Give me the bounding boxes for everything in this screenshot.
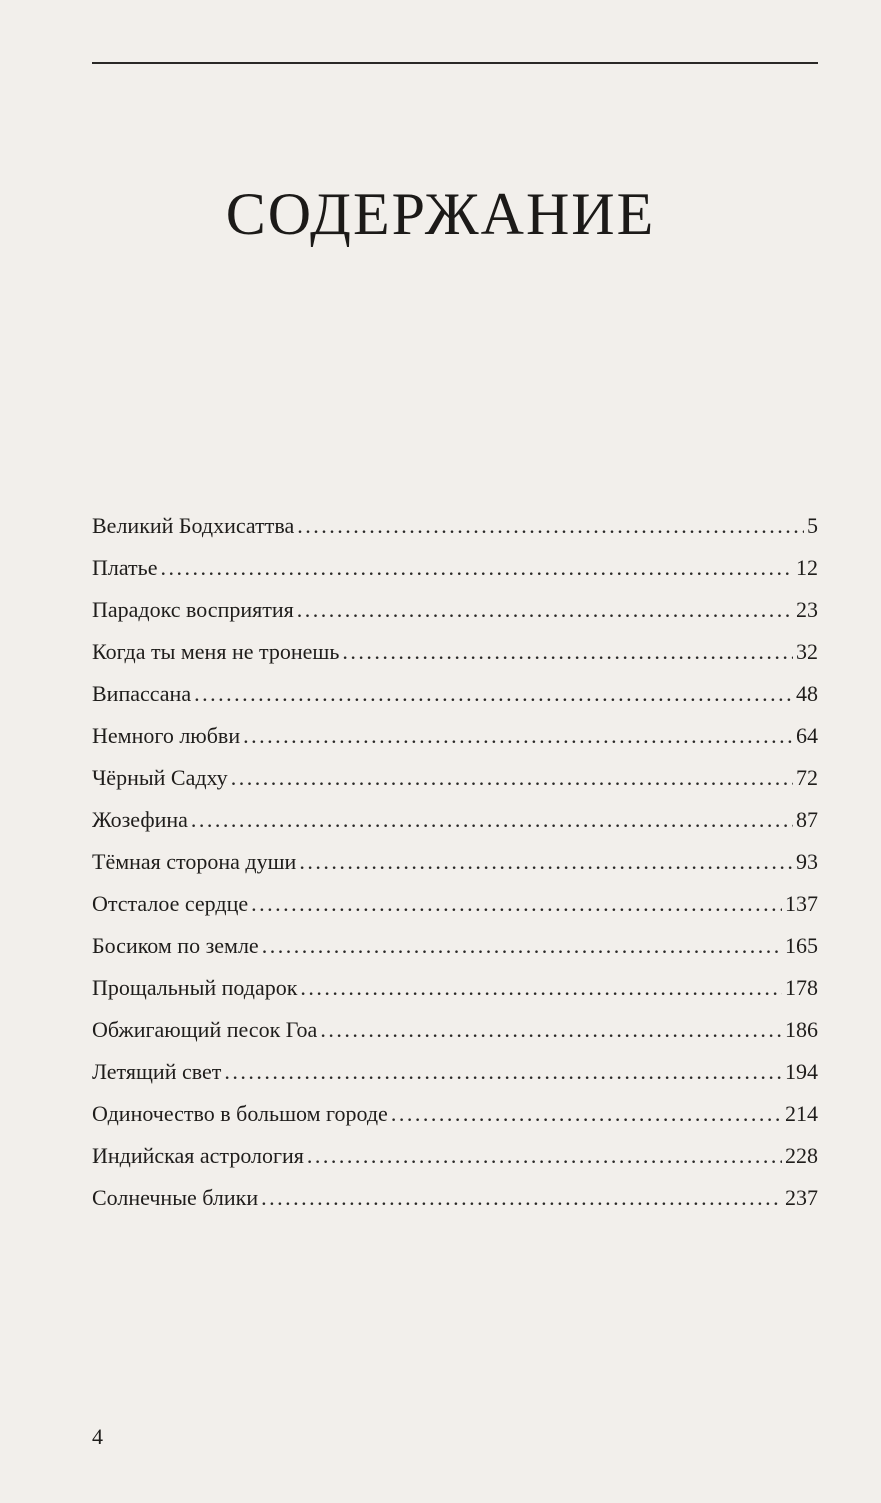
toc-entry-title: Тёмная сторона души bbox=[92, 849, 297, 874]
toc-dot-leader bbox=[297, 505, 804, 547]
toc-entry bbox=[92, 1177, 818, 1219]
toc-entry bbox=[92, 841, 818, 883]
toc-entry-page: 72 bbox=[796, 765, 818, 790]
page-number: 4 bbox=[92, 1424, 103, 1449]
toc-entry bbox=[92, 505, 818, 547]
toc-dot-leader bbox=[300, 967, 782, 1009]
toc-entry-page: 32 bbox=[796, 639, 818, 664]
toc-dot-leader bbox=[391, 1093, 782, 1135]
toc-entry-page: 165 bbox=[785, 933, 818, 958]
toc-entry-page: 12 bbox=[796, 555, 818, 580]
toc-entry-page: 48 bbox=[796, 681, 818, 706]
toc-entry-title: Босиком по земле bbox=[92, 933, 259, 958]
toc-dot-leader bbox=[243, 715, 793, 757]
toc-dot-leader bbox=[191, 799, 793, 841]
toc-dot-leader bbox=[320, 1009, 782, 1051]
toc-entry-page: 237 bbox=[785, 1185, 818, 1210]
toc-dot-leader bbox=[251, 883, 782, 925]
toc-entry-title: Солнечные блики bbox=[92, 1185, 259, 1210]
toc-entry bbox=[92, 1051, 818, 1093]
toc-dot-leader bbox=[160, 547, 793, 589]
toc-entry bbox=[92, 925, 818, 967]
toc-dot-leader bbox=[262, 925, 782, 967]
toc-entry-page: 64 bbox=[796, 723, 818, 748]
toc-entry-title: Платье bbox=[92, 555, 158, 580]
toc-entry-title: Летящий свет bbox=[92, 1059, 222, 1084]
toc-dot-leader bbox=[231, 757, 793, 799]
toc-dot-leader bbox=[224, 1051, 782, 1093]
toc-entry-page: 186 bbox=[785, 1017, 818, 1042]
toc-entry-title: Парадокс восприятия bbox=[92, 597, 294, 622]
toc-entry bbox=[92, 1093, 818, 1135]
toc-entry bbox=[92, 799, 818, 841]
toc-entry-page: 87 bbox=[796, 807, 818, 832]
toc-entry-title: Чёрный Садху bbox=[92, 765, 228, 790]
table-of-contents bbox=[92, 505, 818, 1219]
toc-dot-leader bbox=[297, 589, 793, 631]
toc-entry-page: 228 bbox=[785, 1143, 818, 1168]
toc-entry-title: Отсталое сердце bbox=[92, 891, 249, 916]
toc-entry bbox=[92, 1009, 818, 1051]
toc-entry-page: 23 bbox=[796, 597, 818, 622]
toc-entry-title: Випассана bbox=[92, 681, 192, 706]
toc-entry-page: 178 bbox=[785, 975, 818, 1000]
toc-dot-leader bbox=[261, 1177, 782, 1219]
toc-entry bbox=[92, 673, 818, 715]
top-rule bbox=[92, 62, 818, 64]
toc-entry bbox=[92, 631, 818, 673]
toc-entry-title: Обжигающий песок Гоа bbox=[92, 1017, 318, 1042]
page-title: СОДЕРЖАНИЕ bbox=[225, 181, 656, 247]
toc-dot-leader bbox=[342, 631, 793, 673]
toc-entry-title: Когда ты меня не тронешь bbox=[92, 639, 340, 664]
toc-entry bbox=[92, 547, 818, 589]
toc-entry-page: 5 bbox=[807, 513, 818, 538]
toc-entry bbox=[92, 715, 818, 757]
toc-entry bbox=[92, 883, 818, 925]
toc-entry-title: Великий Бодхисаттва bbox=[92, 513, 295, 538]
toc-dot-leader bbox=[194, 673, 793, 715]
toc-entry-page: 214 bbox=[785, 1101, 818, 1126]
toc-entry-page: 194 bbox=[785, 1059, 818, 1084]
toc-entry-title: Одиночество в большом городе bbox=[92, 1101, 388, 1126]
toc-entry bbox=[92, 1135, 818, 1177]
toc-entry-title: Индийская астрология bbox=[92, 1143, 304, 1168]
toc-dot-leader bbox=[299, 841, 793, 883]
toc-entry bbox=[92, 967, 818, 1009]
toc-entry-page: 93 bbox=[796, 849, 818, 874]
toc-entry-title: Прощальный подарок bbox=[92, 975, 298, 1000]
toc-dot-leader bbox=[307, 1135, 782, 1177]
toc-entry-page: 137 bbox=[785, 891, 818, 916]
toc-entry-title: Жозефина bbox=[92, 807, 188, 832]
toc-entry bbox=[92, 589, 818, 631]
toc-entry bbox=[92, 757, 818, 799]
toc-entry-title: Немного любви bbox=[92, 723, 241, 748]
